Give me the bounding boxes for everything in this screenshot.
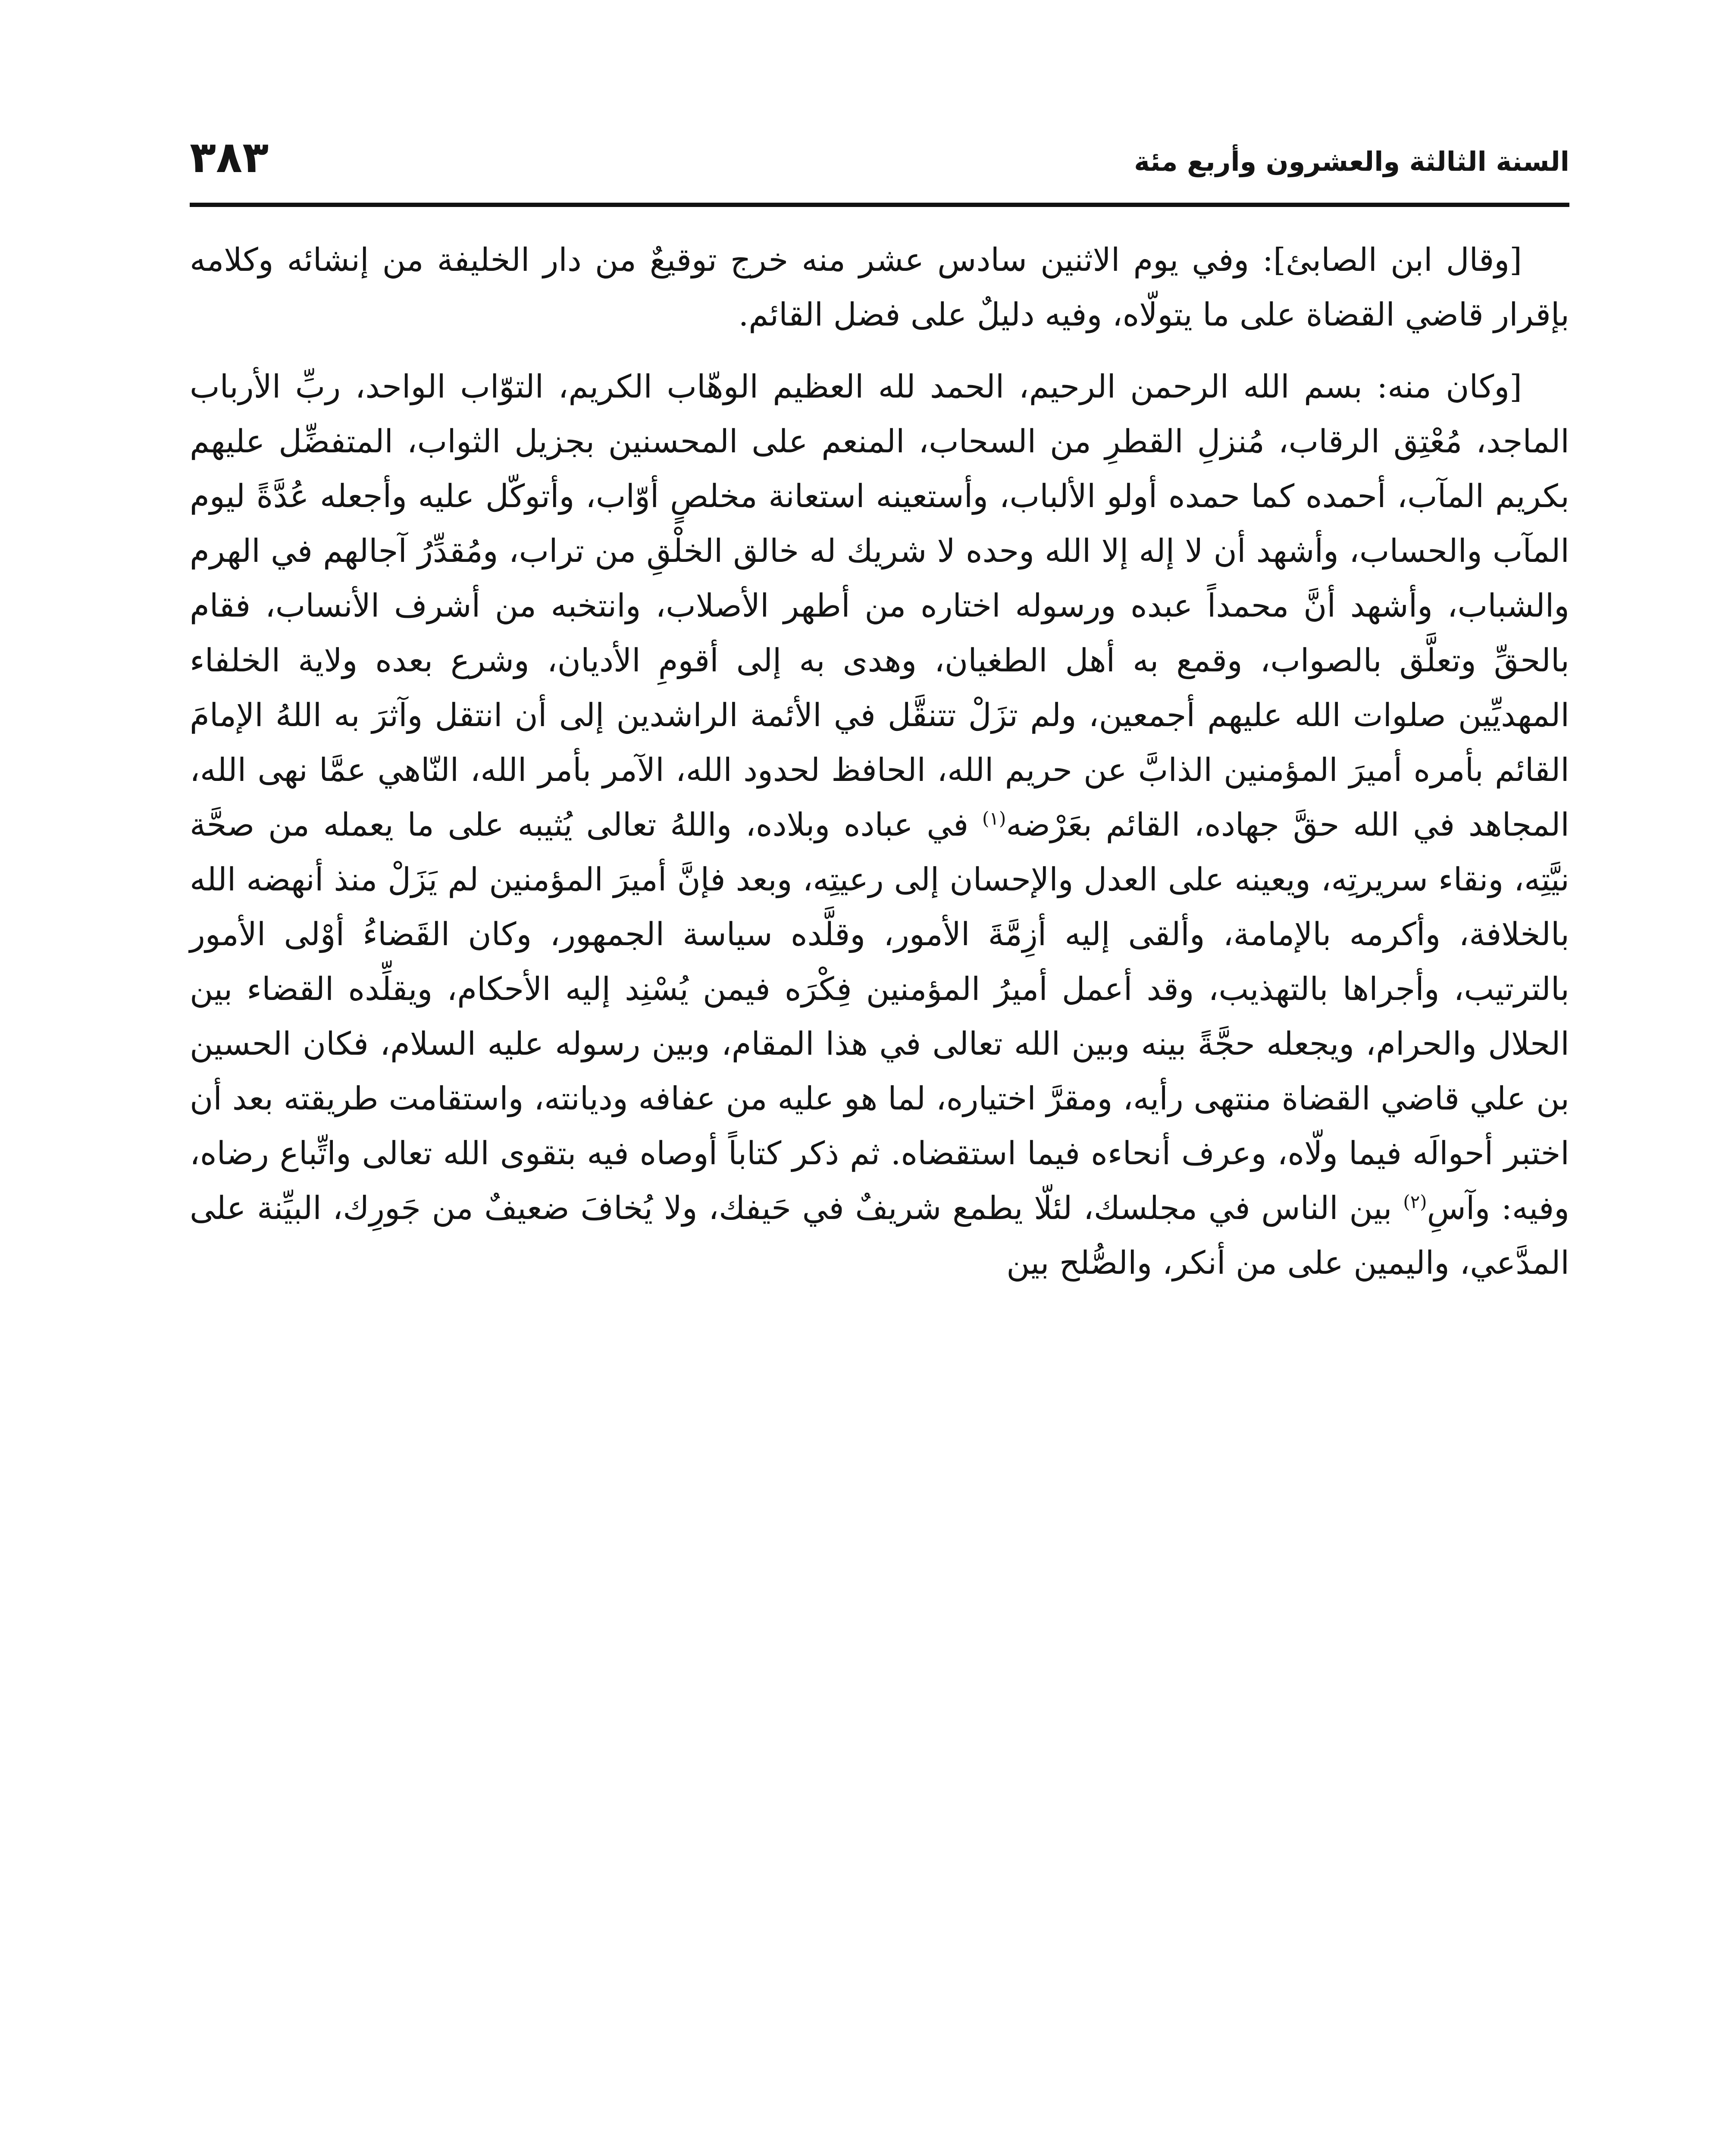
- footnote-marker-1: (١): [982, 808, 1006, 829]
- paragraph-decree-text-part1: [وكان منه: بسم الله الرحمن الرحيم، الحمد لله العظيم الوهّاب الكريم، التوّاب الواحد، ربِّ الأرباب الماجد، مُعْتِق الرقاب، مُنزلِ القطرِ من السحاب، المنعم على المحسنين بجزيل الثواب، المتفضِّل عليهم بكريم المآب، أحمده كما حمده أولو الألباب، وأستعينه استعانة مخلصٍ أوّاب، وأتوكّل عليه وأجعله عُدَّةً ليوم المآب والحساب، وأشهد أن لا إله إلا الله وحده لا شريك له خالق الخلْقِ من تراب، ومُقدِّرُ آجالهم في الهرم والشباب، وأشهد أنَّ محمداً عبده ورسوله اختاره من أطهر الأصلاب، وانتخبه من أشرف الأنساب، فقام بالحقِّ وتعلَّق بالصواب، وقمع به أهل الطغيان، وهدى به إلى أقومِ الأديان، وشرع بعده ولاية الخلفاء المهديِّين صلوات الله عليهم أجمعين، ولم تزَلْ تتنقَّل في الأئمة الراشدين إلى أن انتقل وآثرَ به اللهُ الإمامَ القائم بأمره أميرَ المؤمنين الذابَّ عن حريم الله، الحافظ لحدود الله، الآمر بأمر الله، النّاهي عمَّا نهى الله، المجاهد في الله حقَّ جهاده، القائم بعَرْضه: [190, 368, 1569, 843]
- page-header: [190, 129, 1569, 194]
- page-number: ٣٨٣: [190, 132, 269, 182]
- header-rule: [190, 203, 1569, 207]
- paragraph-decree: [190, 360, 1569, 1291]
- paragraph-intro-text: [وقال ابن الصابئ]: وفي يوم الاثنين سادس عشر منه خرج توقيعٌ من دار الخليفة من إنشائه وكلامه بإقرار قاضي القضاة على ما يتولّاه، وفيه دليلٌ على فضل القائم.: [190, 241, 1569, 333]
- paragraph-decree-text-part3: بين الناس في مجلسك، لئلّا يطمع شريفٌ في حَيفك، ولا يُخافَ ضعيفٌ من جَورِك، البيِّنة على المدَّعي، واليمين على من أنكر، والصُّلح بين: [190, 1190, 1569, 1282]
- running-title: السنة الثالثة والعشرون وأربع مئة: [1134, 146, 1569, 177]
- paragraph-decree-text-part2: في عباده وبلاده، واللهُ تعالى يُثيبه على ما يعمله من صحَّة نيَّتِه، ونقاء سريرتِه، ويعينه على العدل والإحسان إلى رعيتِه، وبعد فإنَّ أميرَ المؤمنين لم يَزَلْ منذ أنهضه الله بالخلافة، وأكرمه بالإمامة، وألقى إليه أزِمَّةَ الأمور، وقلَّده سياسة الجمهور، وكان القَضاءُ أوْلى الأمور بالترتيب، وأجراها بالتهذيب، وقد أعمل أميرُ المؤمنين فِكْرَه فيمن يُسْنِد إليه الأحكام، ويقلِّده القضاء بين الحلال والحرام، ويجعله حجَّةً بينه وبين الله تعالى في هذا المقام، وبين رسوله عليه السلام، فكان الحسين بن علي قاضي القضاة منتهى رأيه، ومقرَّ اختياره، لما هو عليه من عفافه وديانته، واستقامت طريقته بعد أن اختبر أحوالَه فيما ولّاه، وعرف أنحاءه فيما استقضاه. ثم ذكر كتاباً أوصاه فيه بتقوى الله تعالى واتِّباع رضاه، وفيه: وآسِ: [190, 806, 1569, 1227]
- main-text: [190, 233, 1569, 1308]
- paragraph-intro: [190, 233, 1569, 342]
- footnote-marker-2: (٢): [1403, 1191, 1427, 1213]
